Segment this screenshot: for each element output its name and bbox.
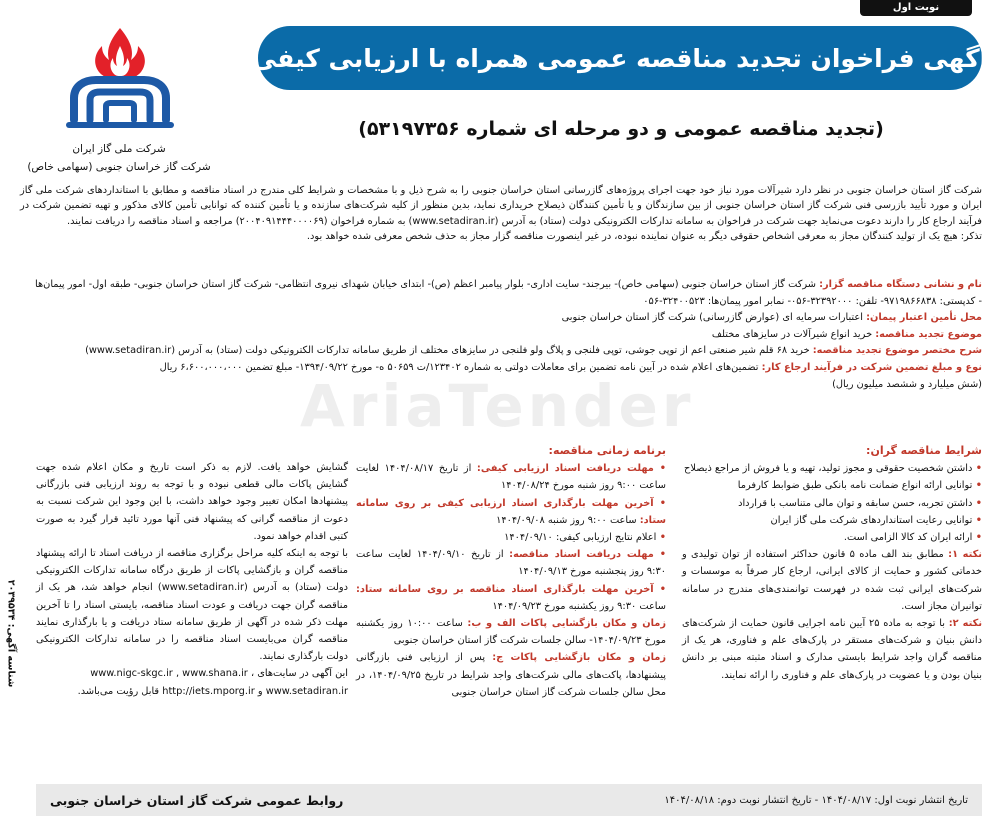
- notice-title: آگهی فراخوان تجدید مناقصه عمومی همراه با ارزیابی کیفی: [251, 43, 989, 73]
- continuation-paragraph: گشایش خواهد یافت. لازم به ذکر است تاریخ و مکان اعلام شده جهت گشایش پاکات مالی قطعی نبوده و با توجه به روند ارزیابی فنی بازرگانی پیشنهادها امکان تغییر وجود خواهد داشت، با این وجود این شرکت نسبت به دعوت از مناقصه گرانی که پیشنهاد فنی آنها مورد تائید قرار گیرد به صورت کتبی اقدام خواهد نمود.: [36, 462, 348, 542]
- continuation-column: [36, 459, 348, 700]
- guarantee-words: (شش میلیارد و ششصد میلیون ریال): [832, 378, 982, 390]
- address-value: شرکت گاز استان خراسان جنوبی (سهامی خاص)- بیرجند- سایت اداری- بلوار پیامبر اعظم (ص)- ابتدای خیابان شهدای نیروی انتظامی- شرکت گاز استان خراسان جنوبی- طبقه اول- امور پیمان‌ها: [34, 279, 816, 290]
- bullet-icon: •: [972, 532, 982, 544]
- public-relations-signature: روابط عمومی شرکت گاز استان خراسان جنوبی: [50, 792, 344, 808]
- watermark: AriaTender: [300, 372, 695, 440]
- conditions-heading: شرایط مناقصه گران:: [866, 444, 982, 457]
- address-row: [20, 277, 982, 294]
- funding-label: محل تأمین اعتبار پیمان:: [866, 312, 982, 324]
- summary-row: [20, 343, 982, 360]
- guarantee-label: نوع و مبلغ تضمین شرکت در فرآیند ارجاع کار:: [761, 361, 982, 373]
- note-1-label: نکته ۱:: [948, 549, 982, 561]
- nigc-logo: [60, 24, 180, 132]
- websites-line: www.setadiran.ir و http://iets.mporg.ir قابل رؤیت می‌باشد.: [77, 685, 348, 697]
- schedule-heading: برنامه زمانی مناقصه:: [548, 444, 666, 457]
- bullet-icon: •: [653, 549, 666, 561]
- schedule-item: زمان و مکان بازگشایی پاکات الف و ب: ساعت ۱۰:۰۰ روز یکشنبه مورخ ۱۴۰۴/۰۹/۲۳- سالن جلسات شرکت گاز استان خراسان جنوبی: [356, 618, 666, 647]
- bullet-icon: •: [656, 532, 666, 544]
- footer-bar: [36, 784, 982, 816]
- intro-note: تذکر: هیچ یک از تولید کنندگان مجاز به معرفی اشخاص حقوقی دیگر به عنوان نماینده نبوده، در غیر اینصورت مناقصه گزار مجاز به حذف شخص معرفی شده خواهد بود.: [306, 231, 982, 243]
- note-2: نکته ۲: با توجه به ماده ۲۵ آیین نامه اجرایی قانون حمایت از شرکت‌های دانش بنیان و شرکت‌های مستقر در پارک‌های علم و فناوری، هر یک از مناقصه گران واجد شرایط بایستی مدارک و اسناد مثبته مبنی بر دانش بنیان بودن و یا عضویت در پارک‌های علم و فناوری را ارائه نمایند.: [682, 618, 982, 681]
- note-1: نکته ۱: مطابق بند الف ماده ۵ قانون حداکثر استفاده از توان تولیدی و خدماتی کشور و حمایت از کالای ایرانی، ارجاع کار صرفاً به موسسات و شرکت‌های ایرانی ثبت شده در فهرست توانمندی‌های مندرج در سامانه توانیران مجاز است.: [682, 549, 982, 612]
- schedule-column: [356, 442, 666, 701]
- condition-item: • توانایی ارائه انواع ضمانت نامه بانکی طبق ضوابط کارفرما: [737, 480, 982, 492]
- condition-item: • ارائه ایران کد کالا الزامی است.: [843, 532, 982, 544]
- title-banner: [251, 26, 989, 90]
- subject-label: موضوع تجدید مناقصه:: [875, 328, 982, 340]
- address-label: نام و نشانی دستگاه مناقصه گزار:: [819, 279, 982, 290]
- bullet-icon: •: [972, 497, 982, 509]
- publication-dates: تاریخ انتشار نوبت اول: ۱۴۰۴/۰۸/۱۷ - تاریخ انتشار نوبت دوم: ۱۴۰۴/۰۸/۱۸: [664, 794, 968, 806]
- summary-value: خرید ۶۸ قلم شیر صنعتی اعم از توپی جوشی، توپی فلنجی و پلاگ ولو فلنجی در سایزهای مختلف از طریق سامانه تدارکات الکترونیکی دولت (ستاد) به آدرس (www.setadiran.ir): [85, 345, 810, 357]
- schedule-item: • آخرین مهلت بارگذاری اسناد مناقصه بر روی سامانه ستاد: ساعت ۹:۳۰ روز یکشنبه مورخ ۱۴۰۴/۰۹/۲۳: [356, 583, 666, 612]
- subject-row: [20, 327, 982, 344]
- schedule-item: • مهلت دریافت اسناد مناقصه: از تاریخ ۱۴۰۴/۰۹/۱۰ لغایت ساعت ۹:۳۰ روز پنجشنبه مورخ ۱۴۰۴/۰۹/۱۳: [356, 549, 666, 578]
- websites-line: این آگهی در سایت‌های ، www.nigc-skgc.ir , www.shana.ir: [90, 668, 348, 680]
- conditions-column: [682, 442, 982, 684]
- notice-id: شناسه آگهی: ۲۰۳۹۵۳۴: [5, 579, 17, 687]
- summary-label: شرح مختصر موضوع تجدید مناقصه:: [812, 345, 982, 357]
- condition-item: • داشتن تجربه، حسن سابقه و توان مالی متناسب با قرارداد: [738, 497, 982, 509]
- bullet-icon: •: [653, 497, 666, 509]
- schedule-item: • مهلت دریافت اسناد ارزیابی کیفی: از تاریخ ۱۴۰۴/۰۸/۱۷ لغایت ساعت ۹:۰۰ روز شنبه مورخ ۱۴۰۴/۰۸/۲۴: [356, 463, 666, 492]
- bullet-icon: •: [653, 463, 666, 475]
- intro-paragraph: شرکت گاز استان خراسان جنوبی در نظر دارد شیرآلات مورد نیاز خود جهت اجرای پروژه‌های گازرسانی استان خراسان جنوبی را به شرح ذیل و با مشخصات و شرایط کلی مندرج در اسناد مناقصه و مطابق با استانداردهای شرکت ملی گاز ایران و مورد تأیید بازرسی فنی شرکت گاز استان خراسان جنوبی از بین سازندگان و یا تأمین کنندگان ذیصلاح خریداری نماید، بدین منظور از کلیه شرکت‌های سازنده و یا تأمین کننده که توانایی تأمین کالای مذکور و تهیه تضمین شرکت در فرآیند ارجاع کار را دارند دعوت می‌نماید جهت شرکت در فراخوان به سامانه تدارکات الکترونیکی دولت (ستاد) به آدرس (www.setadiran.ir) به شماره فراخوان (۲۰۰۴۰۹۱۴۴۴۰۰۰۰۶۹) مراجعه و اسناد مناقصه را دریافت نمایند.: [20, 185, 982, 227]
- condition-item: • توانایی رعایت استانداردهای شرکت ملی گاز ایران: [770, 514, 982, 526]
- notice-subtitle: (تجدید مناقصه عمومی و دو مرحله ای شماره ۵۳۱۹۷۳۵۶): [358, 118, 884, 140]
- continuation-paragraph: با توجه به اینکه کلیه مراحل برگزاری مناقصه از دریافت اسناد تا ارائه پیشنهاد مناقصه گران و بازگشایی پاکات از طریق درگاه سامانه تدارکات الکترونیکی دولت (ستاد) به آدرس (www.setadiran.ir) انجام خواهد شد، هر یک از مناقصه گران جهت دریافت و عودت اسناد مناقصه، بایستی اسناد را تا آخرین مهلت ذکر شده در آگهی از طریق سامانه ستاد دریافت و یا بارگذاری نمایند مناقصه گران می‌بایست اسناد مناقصه را در سامانه تدارکات الکترونیکی دولت بارگذاری نمایند.: [36, 548, 348, 663]
- subject-value: خرید انواع شیرآلات در سایزهای مختلف: [711, 328, 873, 340]
- logo-caption-company: شرکت گاز خراسان جنوبی (سهامی خاص): [27, 161, 211, 173]
- bullet-icon: •: [972, 480, 982, 492]
- bullet-icon: •: [972, 514, 982, 526]
- schedule-item: • آخرین مهلت بارگذاری اسناد ارزیابی کیفی بر روی سامانه ستاد: ساعت ۹:۰۰ روز شنبه ۱۴۰۴/۰۹/۰۸: [356, 497, 666, 526]
- guarantee-row: [20, 360, 982, 377]
- guarantee-value: تضمین‌های اعلام شده در آیین نامه تضمین برای معاملات دولتی به شماره ۱۲۳۴۰۲/ت ۵۰۶۵۹ ه- مورخ ۱۳۹۴/۰۹/۲۲- مبلغ تضمین ۶،۶۰۰،۰۰۰،۰۰۰ ریال: [159, 361, 759, 373]
- round-label: نوبت اول: [860, 0, 972, 16]
- intro-text: [20, 183, 982, 245]
- funding-row: [20, 310, 982, 327]
- bullet-icon: •: [972, 463, 982, 475]
- note-2-label: نکته ۲:: [948, 618, 982, 630]
- bullet-icon: •: [653, 583, 666, 595]
- schedule-item: زمان و مکان بازگشایی پاکات ج: پس از ارزیابی فنی بازرگانی پیشنهادها، پاکت‌های مالی شرکت‌های واجد شرایط در تاریخ ۱۴۰۴/۰۹/۲۵، در محل سالن جلسات شرکت گاز استان خراسان جنوبی: [356, 652, 666, 698]
- contact-row: - کدپستی: ۹۷۱۹۸۶۶۸۳۸- تلفن: ۳۲۳۹۲۰۰۰-۰۵۶- نمابر امور پیمان‌ها: ۳۲۴۰۰۵۲۳-۰۵۶: [643, 295, 982, 307]
- logo-caption-nigc: شرکت ملی گاز ایران: [72, 143, 166, 155]
- tender-details: [20, 277, 982, 393]
- funding-value: اعتبارات سرمایه ای (عوارض گازرسانی) شرکت گاز استان خراسان جنوبی: [561, 312, 863, 324]
- schedule-item: • اعلام نتایج ارزیابی کیفی: ۱۴۰۴/۰۹/۱۰: [504, 532, 666, 544]
- condition-item: • داشتن شخصیت حقوقی و مجوز تولید، تهیه و یا فروش از مراجع ذیصلاح: [684, 463, 982, 475]
- notice-id-vertical: [4, 508, 18, 758]
